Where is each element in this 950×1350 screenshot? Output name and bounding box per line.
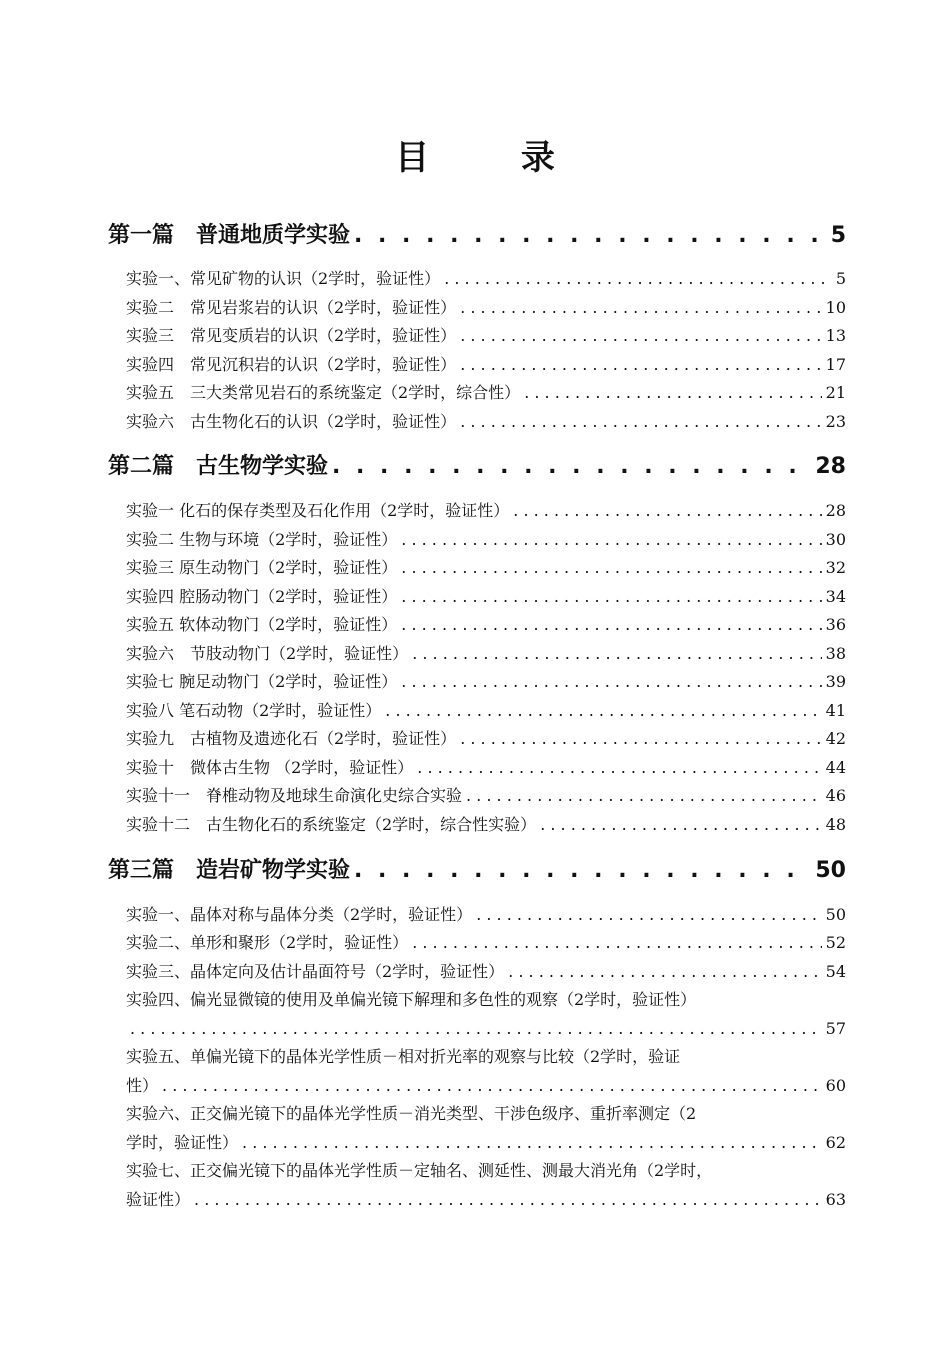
entry-title: 实验二 常见岩浆岩的认识（2学时，验证性） [126,298,457,317]
dot-leader [332,452,811,482]
dot-leader [401,556,821,580]
toc-entry-first-line[interactable]: 实验四、偏光显微镜的使用及单偏光镜下解理和多色性的观察（2学时，验证性） [126,990,697,1009]
part-title: 第三篇 造岩矿物学实验 [108,858,351,883]
toc-entry[interactable] [126,613,846,637]
page-title: 目 录 [395,138,595,178]
dot-leader [354,856,811,886]
toc-part-heading[interactable] [108,452,846,482]
entry-title: 实验三、晶体定向及估计晶面符号（2学时，验证性） [126,962,505,981]
page-number: 5 [830,223,846,248]
entry-title: 实验八 笔石动物（2学时，验证性） [126,701,382,720]
page-number: 63 [825,1190,846,1209]
page-number: 28 [825,501,846,520]
page-number: 52 [825,933,846,952]
toc-entry[interactable] [126,267,846,291]
toc-entry[interactable] [126,931,846,955]
toc-entry[interactable] [126,642,846,666]
page-number: 50 [825,905,846,924]
page-number: 62 [825,1133,846,1152]
dot-leader [460,727,821,751]
page-number: 10 [825,298,846,317]
entry-title: 实验四 常见沉积岩的认识（2学时，验证性） [126,355,457,374]
toc-entry[interactable] [126,784,846,808]
entry-title: 实验二 生物与环境（2学时，验证性） [126,530,398,549]
toc-entry[interactable] [126,1131,846,1155]
dot-leader [513,499,821,523]
page-number: 36 [825,615,846,634]
entry-title: 实验一、晶体对称与晶体分类（2学时，验证性） [126,905,473,924]
entry-title: 实验三 常见变质岩的认识（2学时，验证性） [126,326,457,345]
entry-title: 实验一、常见矿物的认识（2学时，验证性） [126,269,441,288]
page-number: 34 [825,587,846,606]
page-number: 54 [825,962,846,981]
toc-entry-first-line[interactable]: 实验五、单偏光镜下的晶体光学性质－相对折光率的观察与比较（2学时，验证 [126,1047,681,1066]
toc-entry[interactable] [126,727,846,751]
dot-leader [401,585,821,609]
page-number: 39 [825,672,846,691]
entry-title: 实验十 微体古生物 （2学时，验证性） [126,758,414,777]
entry-title: 实验七 腕足动物门（2学时，验证性） [126,672,398,691]
toc-entry[interactable] [126,528,846,552]
dot-leader [385,699,821,723]
toc-entry[interactable] [126,756,846,780]
part-title: 第一篇 普通地质学实验 [108,223,351,248]
page-number: 46 [825,786,846,805]
page-number: 57 [825,1019,846,1038]
dot-leader [401,528,821,552]
entry-title: 实验五 三大类常见岩石的系统鉴定（2学时，综合性） [126,383,521,402]
dot-leader [354,221,827,251]
part-title: 第二篇 古生物学实验 [108,454,329,479]
toc-entry[interactable] [126,1188,846,1212]
entry-title-continued: 验证性） [126,1190,191,1209]
toc-entry-first-line[interactable]: 实验七、正交偏光镜下的晶体光学性质－定轴名、测延性、测最大消光角（2学时， [126,1161,713,1180]
dot-leader [417,756,821,780]
page-number: 30 [825,530,846,549]
dot-leader [194,1188,822,1212]
page-number: 21 [825,383,846,402]
entry-title: 实验六 古生物化石的认识（2学时，验证性） [126,412,457,431]
dot-leader [460,353,821,377]
dot-leader [412,642,821,666]
toc-entry[interactable] [126,410,846,434]
dot-leader [524,381,821,405]
dot-leader [460,410,821,434]
toc-entry[interactable] [126,381,846,405]
dot-leader [401,670,821,694]
page-number: 17 [825,355,846,374]
toc-entry[interactable] [126,353,846,377]
toc-entry[interactable] [126,585,846,609]
toc-part-heading[interactable] [108,856,846,886]
entry-title-continued: 学时，验证性） [126,1133,239,1152]
entry-title: 实验五 软体动物门（2学时，验证性） [126,615,398,634]
page-number: 23 [825,412,846,431]
entry-title: 实验二、单形和聚形（2学时，验证性） [126,933,409,952]
toc-entry[interactable] [126,1074,846,1098]
entry-title: 实验九 古植物及遗迹化石（2学时，验证性） [126,729,457,748]
dot-leader [476,903,821,927]
toc-entry[interactable] [126,324,846,348]
entry-title: 实验三 原生动物门（2学时，验证性） [126,558,398,577]
toc-entry[interactable] [126,1017,846,1041]
dot-leader [460,324,821,348]
toc-entry[interactable] [126,556,846,580]
entry-title: 实验一 化石的保存类型及石化作用（2学时，验证性） [126,501,510,520]
entry-title: 实验十一 脊椎动物及地球生命演化史综合实验 [126,786,463,805]
dot-leader [460,296,821,320]
dot-leader [401,613,821,637]
dot-leader [508,960,821,984]
dot-leader [162,1074,822,1098]
toc-entry-first-line[interactable]: 实验六、正交偏光镜下的晶体光学性质－消光类型、干涉色级序、重折率测定（2 [126,1104,697,1123]
dot-leader [130,1017,822,1041]
toc-entry[interactable] [126,960,846,984]
page-number: 50 [815,858,846,883]
entry-title: 实验四 腔肠动物门（2学时，验证性） [126,587,398,606]
toc-entry[interactable] [126,499,846,523]
toc-entry[interactable] [126,903,846,927]
page-number: 28 [815,454,846,479]
dot-leader [444,267,832,291]
dot-leader [242,1131,822,1155]
toc-entry[interactable] [126,670,846,694]
toc-part-heading[interactable] [108,221,846,251]
page-number: 32 [825,558,846,577]
toc-entry[interactable] [126,699,846,723]
entry-title: 实验六 节肢动物门（2学时，验证性） [126,644,409,663]
page-number: 44 [825,758,846,777]
page-number: 5 [835,269,846,288]
dot-leader [412,931,821,955]
page-number: 38 [825,644,846,663]
dot-leader [466,784,822,808]
entry-title-continued: 性） [126,1076,159,1095]
page-number: 13 [825,326,846,345]
page-number: 41 [825,701,846,720]
page-number: 48 [825,815,846,834]
dot-leader [540,813,821,837]
entry-title: 实验十二 古生物化石的系统鉴定（2学时，综合性实验） [126,815,537,834]
page-number: 42 [825,729,846,748]
toc-entry[interactable] [126,813,846,837]
page-number: 60 [825,1076,846,1095]
toc-entry[interactable] [126,296,846,320]
